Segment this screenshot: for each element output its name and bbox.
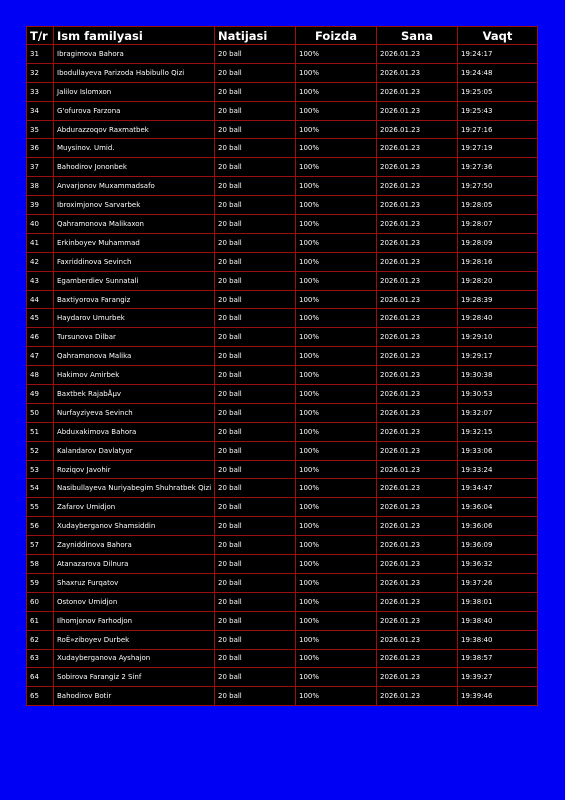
row-number-cell: 51 (27, 422, 54, 441)
table-row (27, 139, 538, 158)
row-number-cell: 55 (27, 498, 54, 517)
table-row (27, 479, 538, 498)
date-cell: 2026.01.23 (377, 479, 458, 498)
percent-cell: 100% (296, 347, 377, 366)
time-cell: 19:38:01 (458, 592, 538, 611)
time-cell: 19:38:57 (458, 649, 538, 668)
row-number-cell: 56 (27, 517, 54, 536)
header-time: Vaqt (458, 27, 538, 45)
full-name-cell: Zayniddinova Bahora (54, 536, 215, 555)
date-cell: 2026.01.23 (377, 120, 458, 139)
time-cell: 19:24:17 (458, 45, 538, 64)
table-row (27, 233, 538, 252)
date-cell: 2026.01.23 (377, 668, 458, 687)
percent-cell: 100% (296, 479, 377, 498)
date-cell: 2026.01.23 (377, 45, 458, 64)
time-cell: 19:28:16 (458, 252, 538, 271)
date-cell: 2026.01.23 (377, 498, 458, 517)
percent-cell: 100% (296, 82, 377, 101)
row-number-cell: 41 (27, 233, 54, 252)
row-number-cell: 44 (27, 290, 54, 309)
header-date: Sana (377, 27, 458, 45)
full-name-cell: Abdurazzoqov Raxmatbek (54, 120, 215, 139)
date-cell: 2026.01.23 (377, 517, 458, 536)
result-cell: 20 ball (215, 63, 296, 82)
header-result: Natijasi (215, 27, 296, 45)
time-cell: 19:29:17 (458, 347, 538, 366)
time-cell: 19:37:26 (458, 573, 538, 592)
full-name-cell: Nasibullayeva Nuriyabegim Shuhratbek Qizi (54, 479, 215, 498)
percent-cell: 100% (296, 63, 377, 82)
header-full-name: Ism familyasi (54, 27, 215, 45)
percent-cell: 100% (296, 45, 377, 64)
table-row (27, 422, 538, 441)
result-cell: 20 ball (215, 403, 296, 422)
table-row (27, 517, 538, 536)
table-row (27, 196, 538, 215)
time-cell: 19:38:40 (458, 611, 538, 630)
date-cell: 2026.01.23 (377, 422, 458, 441)
results-table (26, 26, 538, 706)
percent-cell: 100% (296, 196, 377, 215)
result-cell: 20 ball (215, 422, 296, 441)
header-percent: Foizda (296, 27, 377, 45)
result-cell: 20 ball (215, 517, 296, 536)
percent-cell: 100% (296, 403, 377, 422)
table-row (27, 63, 538, 82)
table-row (27, 498, 538, 517)
table-row (27, 328, 538, 347)
percent-cell: 100% (296, 668, 377, 687)
table-row (27, 252, 538, 271)
percent-cell: 100% (296, 611, 377, 630)
date-cell: 2026.01.23 (377, 347, 458, 366)
time-cell: 19:28:09 (458, 233, 538, 252)
full-name-cell: Qahramonova Malikaxon (54, 215, 215, 234)
time-cell: 19:30:53 (458, 385, 538, 404)
row-number-cell: 40 (27, 215, 54, 234)
date-cell: 2026.01.23 (377, 252, 458, 271)
header-number: T/r (27, 27, 54, 45)
row-number-cell: 57 (27, 536, 54, 555)
time-cell: 19:33:24 (458, 460, 538, 479)
row-number-cell: 36 (27, 139, 54, 158)
time-cell: 19:39:27 (458, 668, 538, 687)
result-cell: 20 ball (215, 630, 296, 649)
result-cell: 20 ball (215, 687, 296, 706)
full-name-cell: Bahodirov Jononbek (54, 158, 215, 177)
date-cell: 2026.01.23 (377, 82, 458, 101)
date-cell: 2026.01.23 (377, 687, 458, 706)
percent-cell: 100% (296, 687, 377, 706)
time-cell: 19:33:06 (458, 441, 538, 460)
row-number-cell: 33 (27, 82, 54, 101)
result-cell: 20 ball (215, 45, 296, 64)
row-number-cell: 38 (27, 177, 54, 196)
time-cell: 19:27:36 (458, 158, 538, 177)
percent-cell: 100% (296, 290, 377, 309)
row-number-cell: 43 (27, 271, 54, 290)
date-cell: 2026.01.23 (377, 290, 458, 309)
row-number-cell: 65 (27, 687, 54, 706)
result-cell: 20 ball (215, 290, 296, 309)
result-cell: 20 ball (215, 573, 296, 592)
percent-cell: 100% (296, 592, 377, 611)
date-cell: 2026.01.23 (377, 630, 458, 649)
full-name-cell: Atanazarova Dilnura (54, 555, 215, 574)
full-name-cell: Bahodirov Botir (54, 687, 215, 706)
full-name-cell: RoЁ»ziboyev Durbek (54, 630, 215, 649)
date-cell: 2026.01.23 (377, 139, 458, 158)
row-number-cell: 54 (27, 479, 54, 498)
row-number-cell: 42 (27, 252, 54, 271)
result-cell: 20 ball (215, 347, 296, 366)
result-cell: 20 ball (215, 196, 296, 215)
full-name-cell: Roziqov Javohir (54, 460, 215, 479)
time-cell: 19:28:20 (458, 271, 538, 290)
result-cell: 20 ball (215, 158, 296, 177)
result-cell: 20 ball (215, 536, 296, 555)
result-cell: 20 ball (215, 366, 296, 385)
full-name-cell: Zafarov Umidjon (54, 498, 215, 517)
table-row (27, 460, 538, 479)
table-row (27, 309, 538, 328)
full-name-cell: Haydarov Umurbek (54, 309, 215, 328)
row-number-cell: 62 (27, 630, 54, 649)
full-name-cell: Hakimov Amirbek (54, 366, 215, 385)
table-row (27, 120, 538, 139)
percent-cell: 100% (296, 328, 377, 347)
date-cell: 2026.01.23 (377, 611, 458, 630)
time-cell: 19:36:04 (458, 498, 538, 517)
row-number-cell: 53 (27, 460, 54, 479)
time-cell: 19:25:05 (458, 82, 538, 101)
percent-cell: 100% (296, 120, 377, 139)
percent-cell: 100% (296, 460, 377, 479)
full-name-cell: Nurfayziyeva Sevinch (54, 403, 215, 422)
date-cell: 2026.01.23 (377, 196, 458, 215)
table-row (27, 45, 538, 64)
table-row (27, 101, 538, 120)
table-row (27, 611, 538, 630)
result-cell: 20 ball (215, 479, 296, 498)
result-cell: 20 ball (215, 215, 296, 234)
result-cell: 20 ball (215, 271, 296, 290)
result-cell: 20 ball (215, 101, 296, 120)
percent-cell: 100% (296, 385, 377, 404)
date-cell: 2026.01.23 (377, 403, 458, 422)
full-name-cell: Sobirova Farangiz 2 Sinf (54, 668, 215, 687)
full-name-cell: Jalilov Islomxon (54, 82, 215, 101)
full-name-cell: Kalandarov Davlatyor (54, 441, 215, 460)
row-number-cell: 39 (27, 196, 54, 215)
time-cell: 19:25:43 (458, 101, 538, 120)
row-number-cell: 47 (27, 347, 54, 366)
table-row (27, 630, 538, 649)
time-cell: 19:27:50 (458, 177, 538, 196)
date-cell: 2026.01.23 (377, 460, 458, 479)
row-number-cell: 32 (27, 63, 54, 82)
date-cell: 2026.01.23 (377, 215, 458, 234)
time-cell: 19:27:19 (458, 139, 538, 158)
time-cell: 19:39:46 (458, 687, 538, 706)
full-name-cell: Baxtiyorova Farangiz (54, 290, 215, 309)
row-number-cell: 58 (27, 555, 54, 574)
time-cell: 19:30:38 (458, 366, 538, 385)
date-cell: 2026.01.23 (377, 555, 458, 574)
time-cell: 19:36:32 (458, 555, 538, 574)
table-row (27, 290, 538, 309)
date-cell: 2026.01.23 (377, 385, 458, 404)
full-name-cell: Ilhomjonov Farhodjon (54, 611, 215, 630)
percent-cell: 100% (296, 252, 377, 271)
table-row (27, 668, 538, 687)
time-cell: 19:36:09 (458, 536, 538, 555)
percent-cell: 100% (296, 366, 377, 385)
result-cell: 20 ball (215, 592, 296, 611)
time-cell: 19:34:47 (458, 479, 538, 498)
percent-cell: 100% (296, 139, 377, 158)
row-number-cell: 60 (27, 592, 54, 611)
time-cell: 19:29:10 (458, 328, 538, 347)
percent-cell: 100% (296, 649, 377, 668)
header-row (27, 27, 538, 45)
full-name-cell: Ostonov Umidjon (54, 592, 215, 611)
table-row (27, 271, 538, 290)
row-number-cell: 35 (27, 120, 54, 139)
full-name-cell: Abduxakimova Bahora (54, 422, 215, 441)
time-cell: 19:36:06 (458, 517, 538, 536)
table-row (27, 687, 538, 706)
time-cell: 19:28:40 (458, 309, 538, 328)
percent-cell: 100% (296, 536, 377, 555)
result-cell: 20 ball (215, 611, 296, 630)
result-cell: 20 ball (215, 177, 296, 196)
date-cell: 2026.01.23 (377, 63, 458, 82)
percent-cell: 100% (296, 441, 377, 460)
result-cell: 20 ball (215, 328, 296, 347)
table-row (27, 555, 538, 574)
result-cell: 20 ball (215, 498, 296, 517)
result-cell: 20 ball (215, 252, 296, 271)
result-cell: 20 ball (215, 555, 296, 574)
date-cell: 2026.01.23 (377, 271, 458, 290)
full-name-cell: Erkinboyev Muhammad (54, 233, 215, 252)
percent-cell: 100% (296, 422, 377, 441)
date-cell: 2026.01.23 (377, 177, 458, 196)
table-row (27, 592, 538, 611)
percent-cell: 100% (296, 517, 377, 536)
row-number-cell: 48 (27, 366, 54, 385)
time-cell: 19:28:05 (458, 196, 538, 215)
row-number-cell: 64 (27, 668, 54, 687)
results-body (27, 45, 538, 706)
date-cell: 2026.01.23 (377, 233, 458, 252)
table-row (27, 536, 538, 555)
table-row (27, 158, 538, 177)
full-name-cell: Shaxruz Furqatov (54, 573, 215, 592)
row-number-cell: 59 (27, 573, 54, 592)
full-name-cell: Ibragimova Bahora (54, 45, 215, 64)
date-cell: 2026.01.23 (377, 101, 458, 120)
time-cell: 19:28:07 (458, 215, 538, 234)
time-cell: 19:27:16 (458, 120, 538, 139)
time-cell: 19:32:15 (458, 422, 538, 441)
result-cell: 20 ball (215, 441, 296, 460)
full-name-cell: Tursunova Dilbar (54, 328, 215, 347)
table-row (27, 385, 538, 404)
date-cell: 2026.01.23 (377, 328, 458, 347)
full-name-cell: Egamberdiev Sunnatali (54, 271, 215, 290)
percent-cell: 100% (296, 555, 377, 574)
full-name-cell: Ibroximjonov Sarvarbek (54, 196, 215, 215)
percent-cell: 100% (296, 309, 377, 328)
table-row (27, 82, 538, 101)
result-cell: 20 ball (215, 309, 296, 328)
time-cell: 19:38:40 (458, 630, 538, 649)
percent-cell: 100% (296, 215, 377, 234)
row-number-cell: 46 (27, 328, 54, 347)
date-cell: 2026.01.23 (377, 366, 458, 385)
full-name-cell: Ibodullayeva Parizoda Habibullo Qizi (54, 63, 215, 82)
row-number-cell: 45 (27, 309, 54, 328)
full-name-cell: Anvarjonov Muxammadsafo (54, 177, 215, 196)
row-number-cell: 49 (27, 385, 54, 404)
row-number-cell: 61 (27, 611, 54, 630)
percent-cell: 100% (296, 233, 377, 252)
table-row (27, 441, 538, 460)
result-cell: 20 ball (215, 120, 296, 139)
result-cell: 20 ball (215, 139, 296, 158)
result-cell: 20 ball (215, 668, 296, 687)
date-cell: 2026.01.23 (377, 592, 458, 611)
table-row (27, 177, 538, 196)
time-cell: 19:28:39 (458, 290, 538, 309)
percent-cell: 100% (296, 573, 377, 592)
time-cell: 19:32:07 (458, 403, 538, 422)
result-cell: 20 ball (215, 385, 296, 404)
percent-cell: 100% (296, 630, 377, 649)
date-cell: 2026.01.23 (377, 649, 458, 668)
percent-cell: 100% (296, 271, 377, 290)
full-name-cell: Faxriddinova Sevinch (54, 252, 215, 271)
result-cell: 20 ball (215, 649, 296, 668)
full-name-cell: Qahramonova Malika (54, 347, 215, 366)
table-row (27, 366, 538, 385)
row-number-cell: 31 (27, 45, 54, 64)
row-number-cell: 37 (27, 158, 54, 177)
full-name-cell: Baxtbek RajabÅµv (54, 385, 215, 404)
result-cell: 20 ball (215, 233, 296, 252)
table-row (27, 649, 538, 668)
full-name-cell: Xudayberganov Shamsiddin (54, 517, 215, 536)
table-row (27, 347, 538, 366)
result-cell: 20 ball (215, 460, 296, 479)
date-cell: 2026.01.23 (377, 158, 458, 177)
time-cell: 19:24:48 (458, 63, 538, 82)
date-cell: 2026.01.23 (377, 309, 458, 328)
table-row (27, 573, 538, 592)
percent-cell: 100% (296, 177, 377, 196)
full-name-cell: Xudayberganova Ayshajon (54, 649, 215, 668)
result-cell: 20 ball (215, 82, 296, 101)
percent-cell: 100% (296, 498, 377, 517)
table-row (27, 403, 538, 422)
row-number-cell: 63 (27, 649, 54, 668)
date-cell: 2026.01.23 (377, 536, 458, 555)
table-row (27, 215, 538, 234)
date-cell: 2026.01.23 (377, 441, 458, 460)
row-number-cell: 34 (27, 101, 54, 120)
percent-cell: 100% (296, 101, 377, 120)
row-number-cell: 50 (27, 403, 54, 422)
percent-cell: 100% (296, 158, 377, 177)
full-name-cell: G'ofurova Farzona (54, 101, 215, 120)
row-number-cell: 52 (27, 441, 54, 460)
date-cell: 2026.01.23 (377, 573, 458, 592)
full-name-cell: Muysinov. Umid. (54, 139, 215, 158)
